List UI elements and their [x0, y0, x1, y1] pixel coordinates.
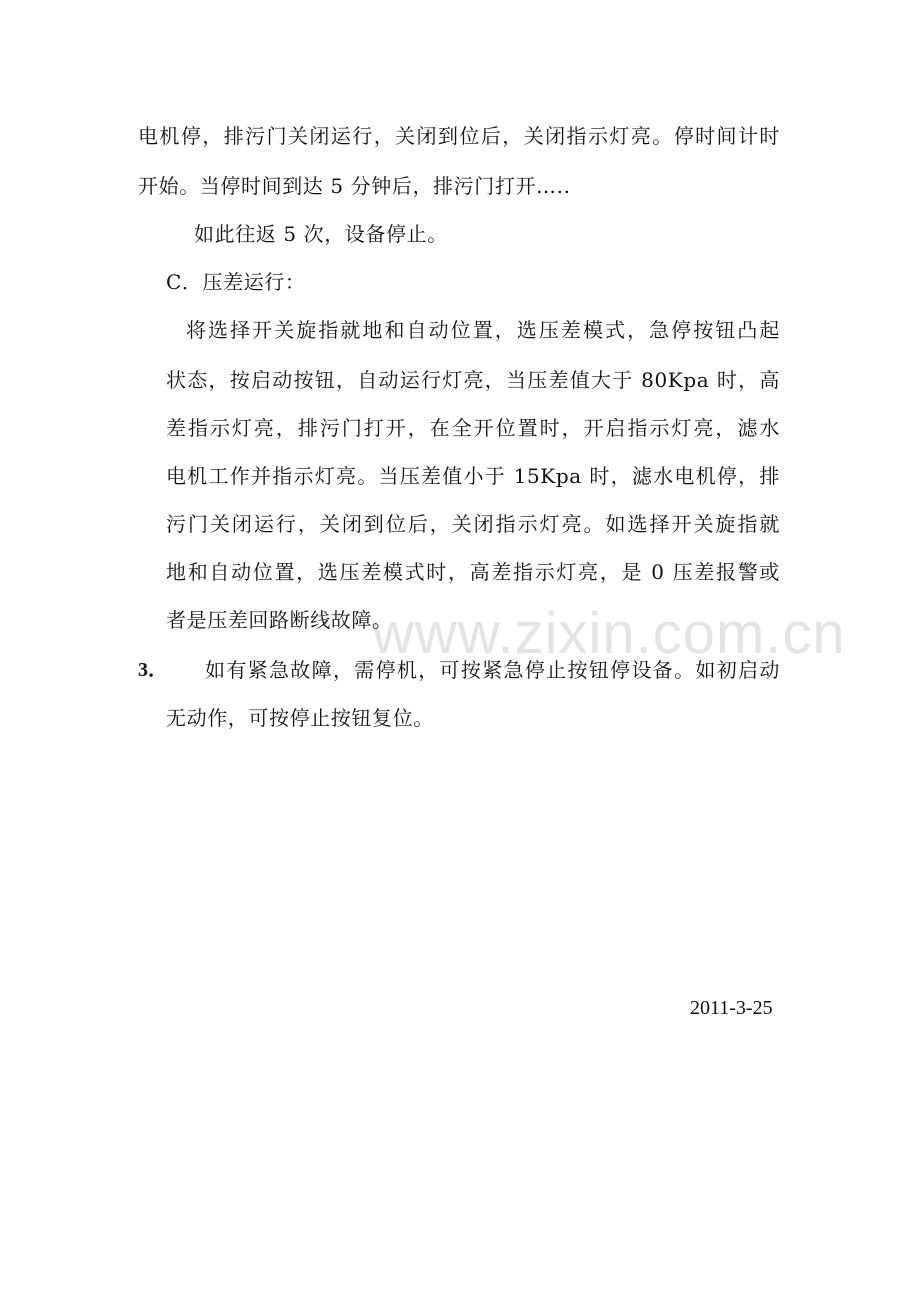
paragraph-line: 开始。当停时间到达 5 分钟后，排污门打开….. — [138, 174, 571, 198]
document-date: 2011-3-25 — [690, 997, 773, 1019]
paragraph-line: 如此往返 5 次，设备停止。 — [194, 222, 448, 246]
list-item-number: 3． — [138, 659, 168, 681]
paragraph-line: 地和自动位置，选压差模式时，高差指示灯亮，是 0 压差报警或 — [166, 560, 780, 584]
paragraph-line: 如有紧急故障，需停机，可按紧急停止按钮停设备。如初启动 — [205, 658, 780, 682]
paragraph-line: 电机停，排污门关闭运行，关闭到位后，关闭指示灯亮。停时间计时 — [138, 124, 780, 148]
paragraph-line: 电机工作并指示灯亮。当压差值小于 15Kpa 时，滤水电机停，排 — [166, 464, 780, 488]
paragraph-line: 污门关闭运行，关闭到位后，关闭指示灯亮。如选择开关旋指就 — [166, 512, 780, 536]
section-heading: C．压差运行： — [166, 270, 306, 294]
paragraph-line: 将选择开关旋指就地和自动位置，选压差模式，急停按钮凸起 — [186, 318, 780, 342]
watermark: www.zixin.com.cn — [372, 601, 846, 666]
paragraph-line: 无动作，可按停止按钮复位。 — [166, 706, 434, 730]
paragraph-line: 状态，按启动按钮，自动运行灯亮，当压差值大于 80Kpa 时，高 — [166, 368, 780, 392]
paragraph-line: 差指示灯亮，排污门打开，在全开位置时，开启指示灯亮，滤水 — [166, 416, 780, 440]
paragraph-line: 者是压差回路断线故障。 — [166, 608, 393, 632]
